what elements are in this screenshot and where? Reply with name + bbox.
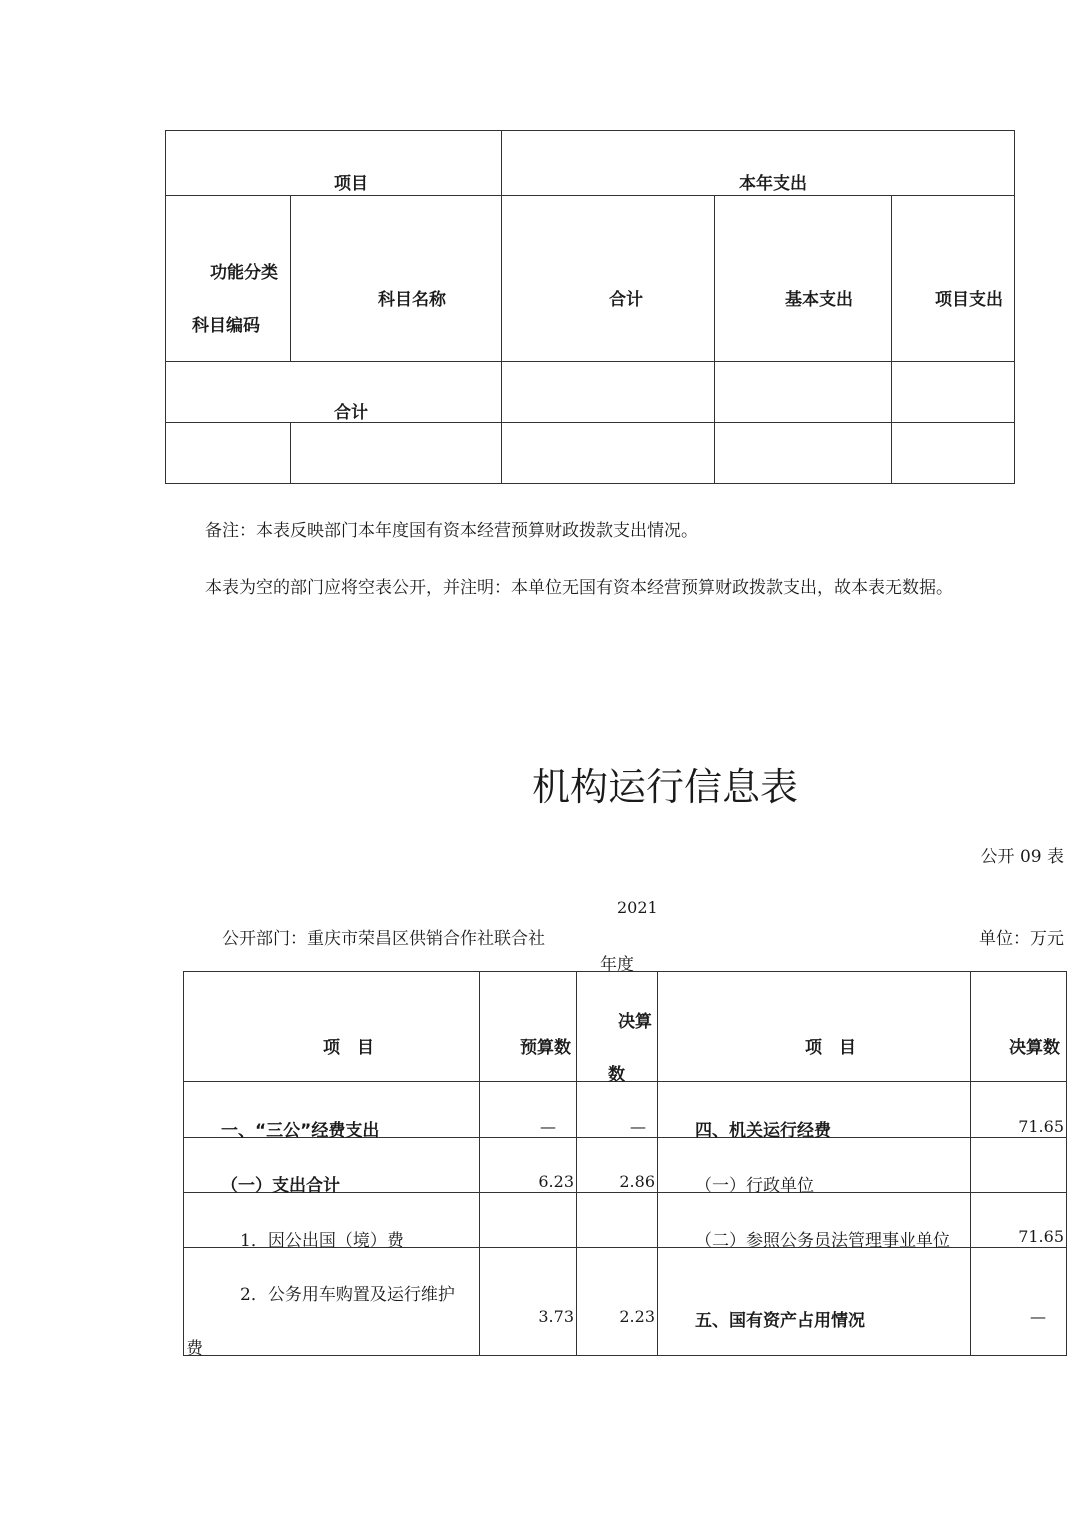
col-heji-cell (502, 196, 715, 362)
note-line-1: 备注：本表反映部门本年度国有资本经营预算财政拨款支出情况。 (205, 521, 698, 541)
header-cell-xiangmu (166, 131, 502, 196)
row-budget (480, 1248, 577, 1356)
note-line-2: 本表为空的部门应将空表公开，并注明：本单位无国有资本经营预算财政拨款支出，故本表无数据。 (205, 578, 953, 598)
table-code: 公开 09 表 (980, 847, 1064, 867)
t2-header-xiangmu-right (658, 972, 971, 1082)
row-right-label-text: 五、国有资产占用情况 (695, 1311, 865, 1331)
row-budget-value: 3.73 (538, 1307, 574, 1326)
row-total-heji (502, 362, 715, 423)
row-final (577, 1082, 658, 1138)
agency-operation-info-table (183, 971, 1067, 1359)
row-label (184, 1138, 480, 1196)
row-right-label (658, 1138, 971, 1196)
row-label (184, 1248, 480, 1359)
t2-header-xiangmu-left (184, 972, 480, 1082)
row-total-xiangmu (892, 362, 1015, 423)
row-right-final-value: — (1030, 1307, 1046, 1326)
page-title: 机构运行信息表 (531, 765, 798, 809)
t2-header-xiangmu-left-text: 项 目 (323, 1038, 374, 1058)
year-suffix-label: 年度 (600, 955, 634, 975)
row-label-text-line1: 2．公务用车购置及运行维护 (240, 1285, 455, 1305)
col-kemu-text: 科目名称 (378, 290, 446, 310)
department-label: 公开部门：重庆市荣昌区供销合作社联合社 (222, 929, 545, 949)
row-final-value: 2.23 (619, 1307, 655, 1326)
row-label (184, 1193, 480, 1251)
col-heji-text: 合计 (609, 290, 643, 310)
row-right-final (971, 1138, 1067, 1193)
table-row (184, 1138, 1067, 1193)
t2-header-juesuan-right (971, 972, 1067, 1082)
row-final-value: — (630, 1117, 646, 1136)
row-budget (480, 1193, 577, 1248)
row-right-label (658, 1082, 971, 1141)
col-gongneng-line1: 功能分类 (210, 263, 278, 283)
row-right-final-value: 71.65 (1018, 1117, 1064, 1136)
row-budget-value: 6.23 (538, 1172, 574, 1191)
row-right-label-text: 四、机关运行经费 (695, 1121, 831, 1141)
row-budget-value: — (540, 1117, 556, 1136)
col-gongneng-cell (166, 196, 291, 362)
row-label-text: （一）支出合计 (221, 1176, 340, 1196)
row-label-text-line2: 费 (186, 1339, 203, 1359)
row-final (577, 1138, 658, 1193)
empty-cell (892, 423, 1015, 484)
row-total-jiben (715, 362, 892, 423)
empty-cell (166, 423, 291, 484)
row-budget (480, 1082, 577, 1138)
col-jiben-text: 基本支出 (785, 290, 853, 310)
row-final (577, 1193, 658, 1248)
table-row (184, 1082, 1067, 1138)
col-jiben-cell (715, 196, 892, 362)
t2-header-yusuan (480, 972, 577, 1082)
row-total-label-cell (166, 362, 502, 423)
row-right-final (971, 1193, 1067, 1248)
t2-header-xiangmu-right-text: 项 目 (805, 1038, 856, 1058)
table-row (184, 1193, 1067, 1248)
t2-header-juesuan-line1: 决算 (618, 1012, 652, 1032)
col-xiangmu-zhichu-cell (892, 196, 1015, 362)
col-xiangmu-zhichu-text: 项目支出 (935, 290, 1003, 310)
state-capital-expenditure-table (165, 130, 1015, 484)
row-right-final (971, 1082, 1067, 1138)
header-bennian-text: 本年支出 (739, 174, 807, 194)
header-cell-bennian (502, 131, 1015, 196)
row-final-value: 2.86 (619, 1172, 655, 1191)
row-budget (480, 1138, 577, 1193)
empty-cell (715, 423, 892, 484)
empty-cell (291, 423, 502, 484)
row-label-text: 1．因公出国（境）费 (240, 1231, 404, 1251)
col-gongneng-line2: 科目编码 (192, 316, 260, 336)
t2-header-yusuan-text: 预算数 (520, 1038, 571, 1058)
row-right-label-text: （一）行政单位 (695, 1176, 814, 1196)
t2-header-juesuan (577, 972, 658, 1085)
t2-header-juesuan-right-text: 决算数 (1009, 1038, 1060, 1058)
row-total-text: 合计 (334, 403, 368, 423)
header-xiangmu-text: 项目 (334, 174, 368, 194)
row-right-label (658, 1193, 971, 1251)
row-right-final-value: 71.65 (1018, 1227, 1064, 1246)
row-label-text: 一、“三公”经费支出 (221, 1121, 380, 1141)
row-right-final (971, 1248, 1067, 1356)
empty-cell (502, 423, 715, 484)
row-final (577, 1248, 658, 1356)
table-row (184, 1248, 1067, 1356)
row-label (184, 1082, 480, 1141)
col-kemu-cell (291, 196, 502, 362)
unit-label: 单位：万元 (979, 929, 1064, 949)
row-right-label-text: （二）参照公务员法管理事业单位 (695, 1231, 950, 1251)
row-right-label (658, 1248, 971, 1356)
year-label: 2021 (617, 898, 658, 917)
t2-header-juesuan-line2: 数 (608, 1065, 625, 1085)
